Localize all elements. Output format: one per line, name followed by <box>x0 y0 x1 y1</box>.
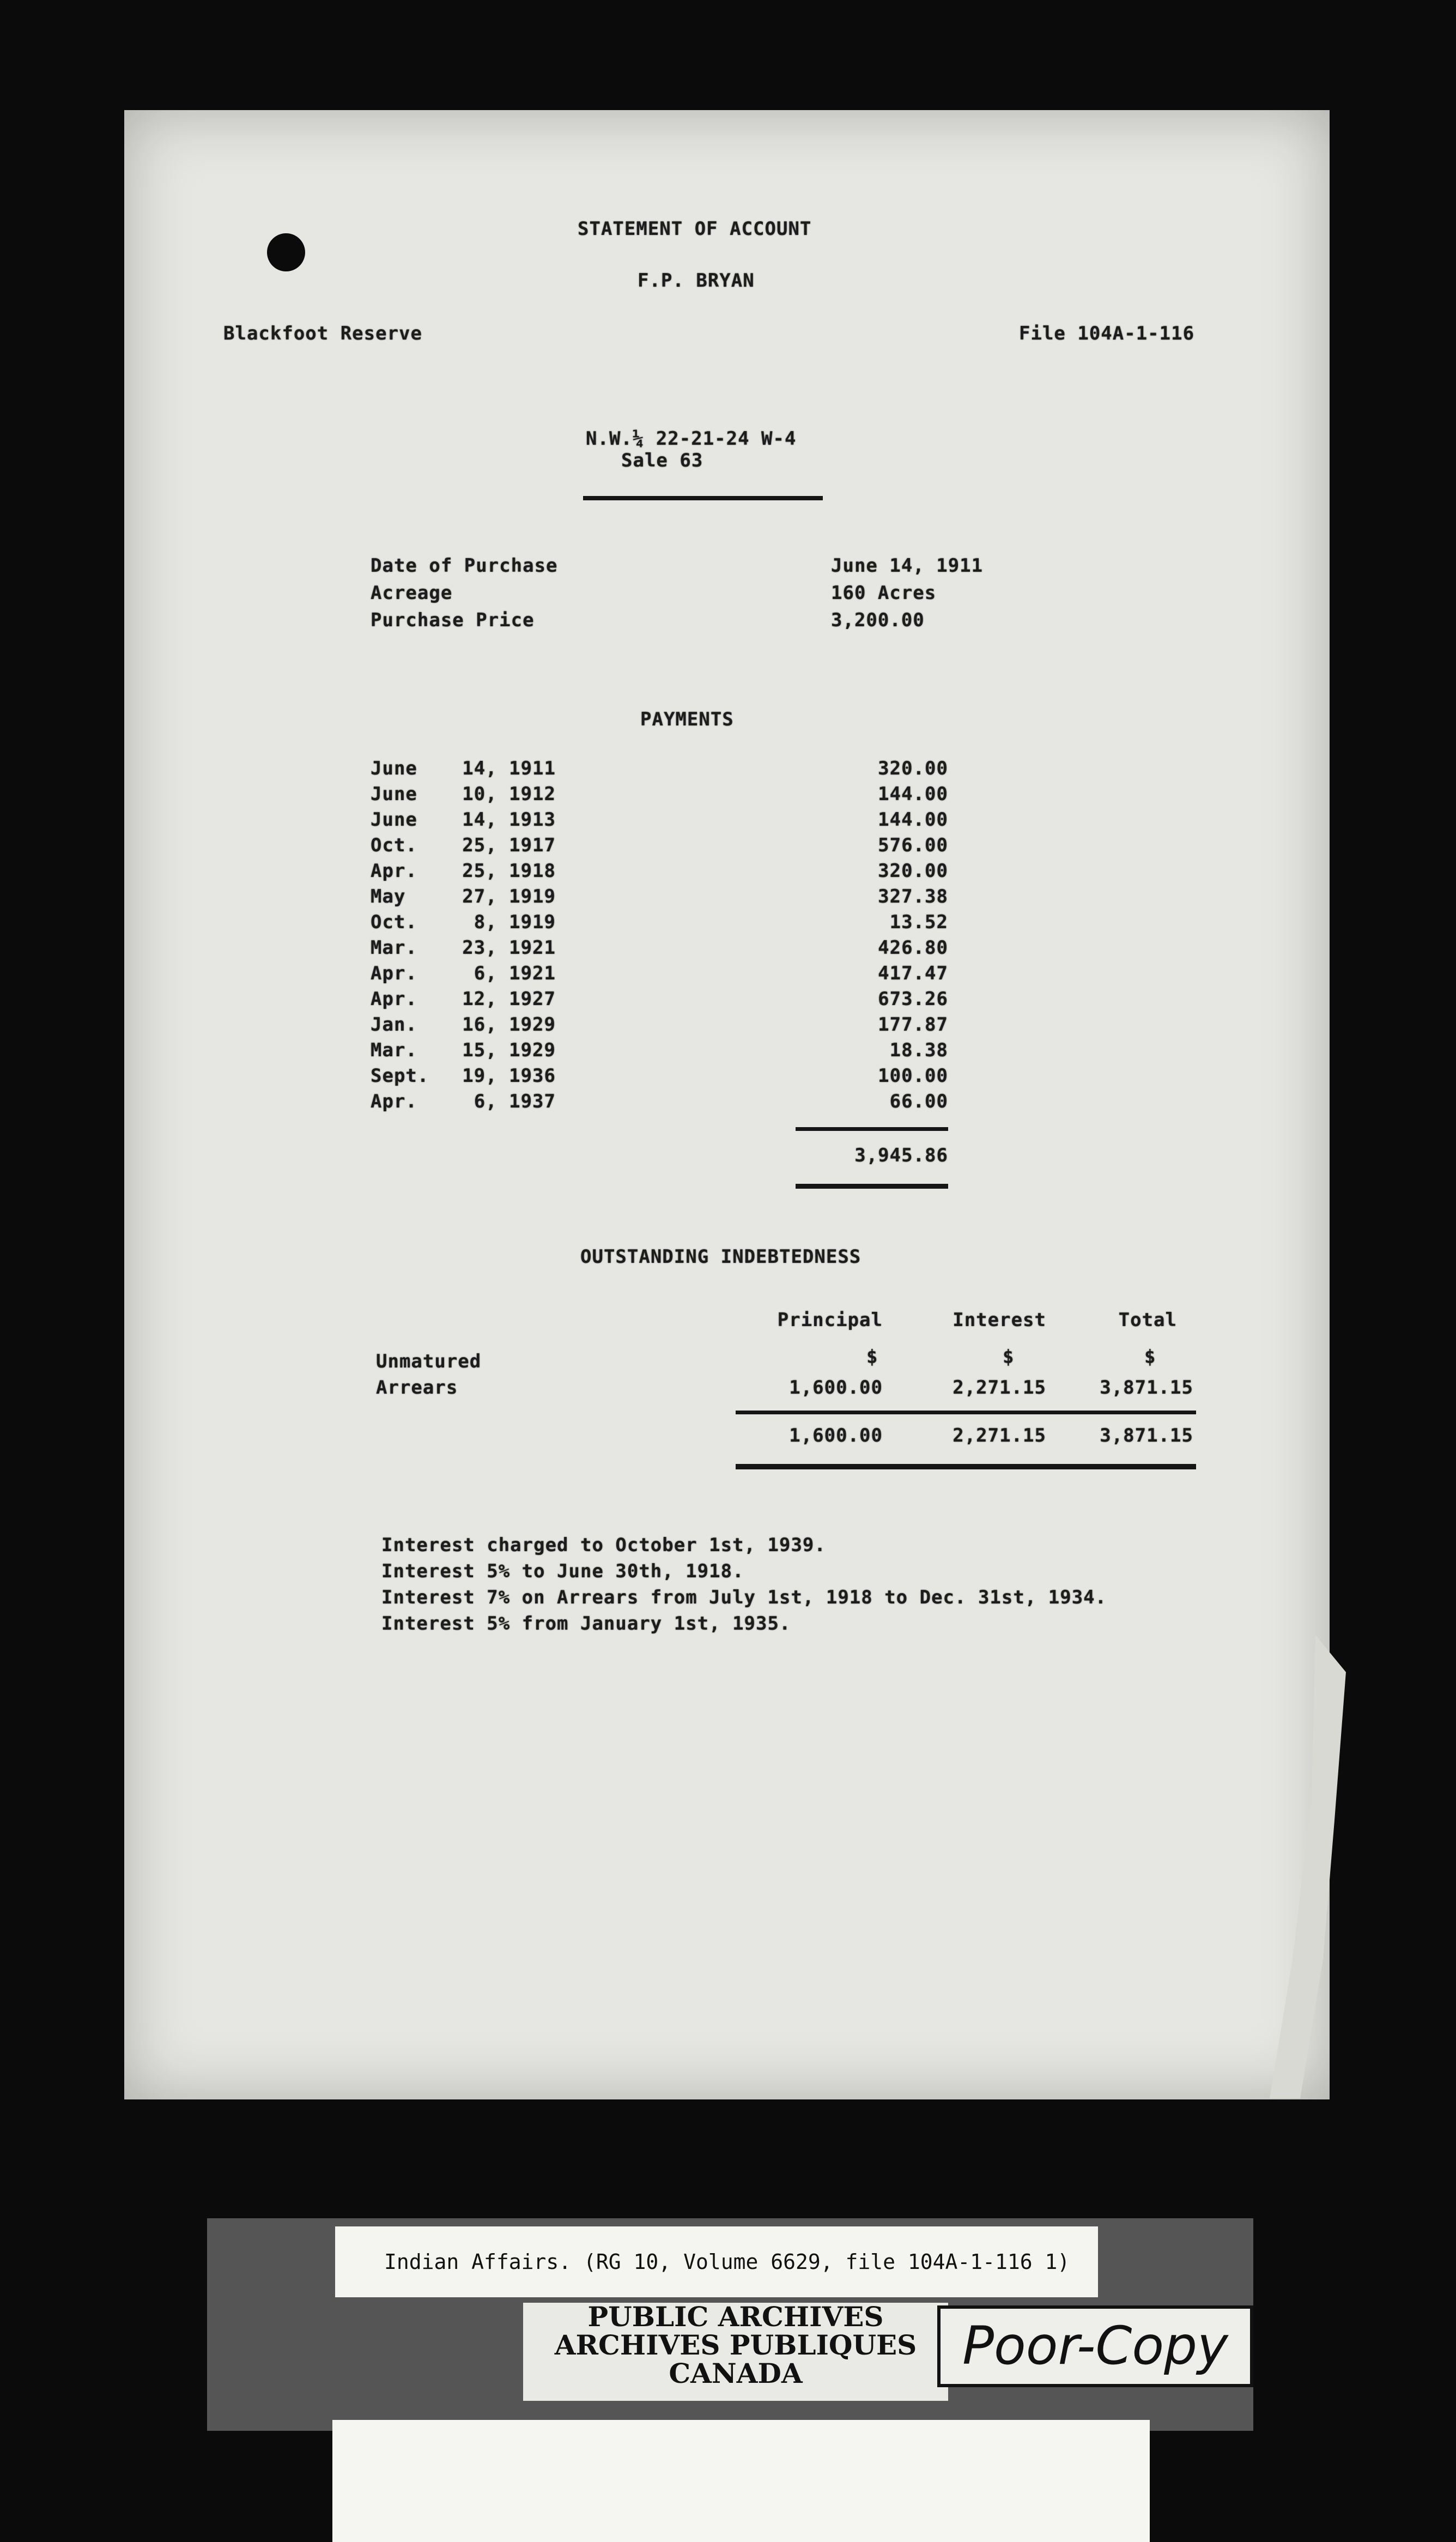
note-interest-5-1935: Interest 5% from January 1st, 1935. <box>381 1613 791 1635</box>
acreage-label: Acreage <box>371 582 453 604</box>
payment-amount: 13.52 <box>889 911 948 933</box>
account-name: F.P. BRYAN <box>638 270 755 292</box>
payment-amount: 18.38 <box>889 1039 948 1061</box>
purchase-price-label: Purchase Price <box>371 609 535 631</box>
payment-date: 25, 1917 <box>462 834 556 856</box>
payment-month: Mar. <box>371 937 417 959</box>
currency-interest: $ <box>1003 1346 1015 1368</box>
stamp-line-en: PUBLIC ARCHIVES <box>587 2301 884 2333</box>
note-interest-7-arrears: Interest 7% on Arrears from July 1st, 1918 to Dec. 31st, 1934. <box>381 1587 1107 1608</box>
arrears-label: Arrears <box>376 1377 458 1399</box>
payment-month: June <box>371 809 417 831</box>
sale-number: Sale 63 <box>621 450 703 471</box>
note-interest-charged: Interest charged to October 1st, 1939. <box>381 1534 826 1556</box>
payment-amount: 327.38 <box>878 886 948 907</box>
unmatured-label: Unmatured <box>376 1351 482 1372</box>
payment-amount: 144.00 <box>878 783 948 805</box>
payment-month: Apr. <box>371 860 417 882</box>
purchase-date-label: Date of Purchase <box>371 555 558 577</box>
indebtedness-heading: OUTSTANDING INDEBTEDNESS <box>580 1246 862 1268</box>
payment-amount: 576.00 <box>878 834 948 856</box>
total-interest: 2,271.15 <box>953 1425 1046 1446</box>
payment-month: May <box>371 886 406 907</box>
statement-title: STATEMENT OF ACCOUNT <box>578 218 812 240</box>
payments-total-rule-top <box>796 1127 948 1131</box>
payment-amount: 426.80 <box>878 937 948 959</box>
payment-date: 15, 1929 <box>462 1039 556 1061</box>
punch-hole <box>267 233 305 271</box>
indebtedness-rule-top <box>736 1411 1196 1414</box>
col-principal-header: Principal <box>777 1309 883 1331</box>
total-principal: 1,600.00 <box>789 1425 883 1446</box>
payment-month: Apr. <box>371 963 417 984</box>
payment-month: Jan. <box>371 1014 417 1036</box>
currency-principal: $ <box>866 1346 878 1368</box>
payment-date: 8, 1919 <box>474 911 556 933</box>
payment-month: June <box>371 758 417 779</box>
payment-date: 19, 1936 <box>462 1065 556 1087</box>
payment-amount: 100.00 <box>878 1065 948 1087</box>
payment-month: June <box>371 783 417 805</box>
document-page <box>124 110 1330 2099</box>
payment-date: 23, 1921 <box>462 937 556 959</box>
payment-date: 16, 1929 <box>462 1014 556 1036</box>
payment-month: Apr. <box>371 988 417 1010</box>
poor-copy-stamp: Poor-Copy <box>937 2305 1253 2387</box>
payments-total-rule-bottom <box>796 1184 948 1189</box>
header-underline <box>583 496 823 500</box>
payment-date: 14, 1913 <box>462 809 556 831</box>
payment-month: Oct. <box>371 911 417 933</box>
payment-date: 25, 1918 <box>462 860 556 882</box>
land-description: N.W.¼ 22-21-24 W-4 <box>586 428 797 450</box>
total-total: 3,871.15 <box>1100 1425 1193 1446</box>
purchase-date-value: June 14, 1911 <box>831 555 984 577</box>
arrears-principal: 1,600.00 <box>789 1377 883 1399</box>
payment-amount: 144.00 <box>878 809 948 831</box>
payment-month: Sept. <box>371 1065 429 1087</box>
payment-date: 6, 1937 <box>474 1091 556 1112</box>
payment-amount: 66.00 <box>889 1091 948 1112</box>
archive-caption: Indian Affairs. (RG 10, Volume 6629, file 104A-1-116 1) <box>335 2226 1098 2297</box>
payment-month: Oct. <box>371 834 417 856</box>
note-interest-5-1918: Interest 5% to June 30th, 1918. <box>381 1560 744 1582</box>
file-number: File 104A-1-116 <box>1019 323 1195 344</box>
payments-heading: PAYMENTS <box>640 709 734 730</box>
payment-date: 27, 1919 <box>462 886 556 907</box>
acreage-value: 160 Acres <box>831 582 937 604</box>
stamp-line-country: CANADA <box>669 2357 803 2389</box>
payment-amount: 320.00 <box>878 860 948 882</box>
col-interest-header: Interest <box>953 1309 1046 1331</box>
payment-month: Mar. <box>371 1039 417 1061</box>
payment-amount: 177.87 <box>878 1014 948 1036</box>
payment-amount: 673.26 <box>878 988 948 1010</box>
indebtedness-rule-bottom <box>736 1464 1196 1469</box>
payment-date: 14, 1911 <box>462 758 556 779</box>
payment-date: 12, 1927 <box>462 988 556 1010</box>
arrears-total: 3,871.15 <box>1100 1377 1193 1399</box>
white-strip <box>332 2420 1150 2542</box>
payment-amount: 417.47 <box>878 963 948 984</box>
payment-date: 10, 1912 <box>462 783 556 805</box>
archives-stamp <box>523 2303 948 2401</box>
payment-amount: 320.00 <box>878 758 948 779</box>
payments-total: 3,945.86 <box>854 1145 948 1166</box>
currency-total: $ <box>1144 1346 1156 1368</box>
arrears-interest: 2,271.15 <box>953 1377 1046 1399</box>
purchase-price-value: 3,200.00 <box>831 609 925 631</box>
payment-date: 6, 1921 <box>474 963 556 984</box>
reserve-name: Blackfoot Reserve <box>223 323 422 344</box>
col-total-header: Total <box>1118 1309 1177 1331</box>
stamp-line-fr: ARCHIVES PUBLIQUES <box>554 2329 917 2361</box>
payment-month: Apr. <box>371 1091 417 1112</box>
